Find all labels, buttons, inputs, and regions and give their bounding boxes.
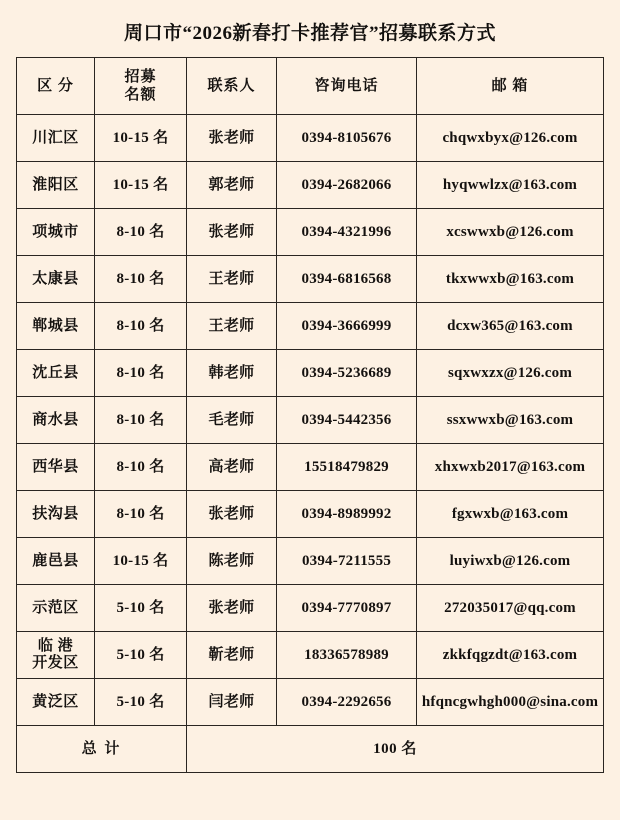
cell-contact: 王老师 bbox=[187, 303, 277, 350]
cell-contact: 毛老师 bbox=[187, 397, 277, 444]
cell-contact: 郭老师 bbox=[187, 162, 277, 209]
cell-contact: 高老师 bbox=[187, 444, 277, 491]
cell-quota: 5-10 名 bbox=[95, 585, 187, 632]
table-row bbox=[17, 444, 604, 491]
table-row bbox=[17, 115, 604, 162]
table-body bbox=[17, 115, 604, 726]
cell-email: xcswwxb@126.com bbox=[417, 209, 604, 256]
cell-contact: 王老师 bbox=[187, 256, 277, 303]
cell-contact: 陈老师 bbox=[187, 538, 277, 585]
column-header-quota-line1: 招募 bbox=[124, 69, 157, 85]
cell-email: dcxw365@163.com bbox=[417, 303, 604, 350]
column-header-contact: 联系人 bbox=[187, 58, 277, 115]
table-row bbox=[17, 632, 604, 679]
cell-email: tkxwwxb@163.com bbox=[417, 256, 604, 303]
table-row bbox=[17, 256, 604, 303]
cell-phone: 15518479829 bbox=[277, 444, 417, 491]
cell-district: 太康县 bbox=[17, 256, 95, 303]
cell-email: luyiwxb@126.com bbox=[417, 538, 604, 585]
cell-email: xhxwxb2017@163.com bbox=[417, 444, 604, 491]
column-header-email: 邮 箱 bbox=[417, 58, 604, 115]
recruitment-contact-table bbox=[16, 57, 604, 773]
cell-quota: 8-10 名 bbox=[95, 209, 187, 256]
table-row bbox=[17, 303, 604, 350]
cell-contact: 闫老师 bbox=[187, 679, 277, 726]
cell-contact: 张老师 bbox=[187, 115, 277, 162]
cell-contact: 韩老师 bbox=[187, 350, 277, 397]
table-footer bbox=[17, 726, 604, 773]
cell-district: 鹿邑县 bbox=[17, 538, 95, 585]
cell-email: sqxwxzx@126.com bbox=[417, 350, 604, 397]
page-title: 周口市“2026新春打卡推荐官”招募联系方式 bbox=[123, 23, 496, 44]
column-header-quota-line2: 名额 bbox=[124, 87, 157, 103]
table-header bbox=[17, 58, 604, 115]
cell-email: ssxwwxb@163.com bbox=[417, 397, 604, 444]
cell-email: hyqwwlzx@163.com bbox=[417, 162, 604, 209]
cell-contact: 张老师 bbox=[187, 209, 277, 256]
cell-quota: 8-10 名 bbox=[95, 303, 187, 350]
table-row bbox=[17, 538, 604, 585]
table-header-row bbox=[17, 58, 604, 115]
cell-email: zkkfqgzdt@163.com bbox=[417, 632, 604, 679]
cell-district: 扶沟县 bbox=[17, 491, 95, 538]
total-value: 100 名 bbox=[187, 726, 604, 773]
table-row bbox=[17, 585, 604, 632]
cell-quota: 10-15 名 bbox=[95, 115, 187, 162]
cell-district: 川汇区 bbox=[17, 115, 95, 162]
cell-quota: 10-15 名 bbox=[95, 162, 187, 209]
table-row bbox=[17, 397, 604, 444]
table-row bbox=[17, 209, 604, 256]
cell-email: 272035017@qq.com bbox=[417, 585, 604, 632]
cell-email: hfqncgwhgh000@sina.com bbox=[417, 679, 604, 726]
cell-quota: 8-10 名 bbox=[95, 350, 187, 397]
cell-district: 项城市 bbox=[17, 209, 95, 256]
cell-district-line1: 临 港 bbox=[37, 637, 74, 654]
column-header-district: 区 分 bbox=[17, 58, 95, 115]
cell-quota: 8-10 名 bbox=[95, 397, 187, 444]
table-row bbox=[17, 491, 604, 538]
table-row bbox=[17, 679, 604, 726]
column-header-phone: 咨询电话 bbox=[277, 58, 417, 115]
cell-quota: 8-10 名 bbox=[95, 491, 187, 538]
cell-district: 商水县 bbox=[17, 397, 95, 444]
cell-phone: 0394-3666999 bbox=[277, 303, 417, 350]
cell-district-line2: 开发区 bbox=[32, 655, 79, 671]
cell-phone: 0394-8105676 bbox=[277, 115, 417, 162]
cell-phone: 0394-5236689 bbox=[277, 350, 417, 397]
cell-quota: 5-10 名 bbox=[95, 632, 187, 679]
cell-district: 黄泛区 bbox=[17, 679, 95, 726]
cell-quota: 10-15 名 bbox=[95, 538, 187, 585]
cell-contact: 靳老师 bbox=[187, 632, 277, 679]
cell-phone: 0394-6816568 bbox=[277, 256, 417, 303]
cell-phone: 0394-2682066 bbox=[277, 162, 417, 209]
total-label: 总 计 bbox=[17, 726, 187, 773]
cell-phone: 18336578989 bbox=[277, 632, 417, 679]
column-header-quota bbox=[95, 58, 187, 115]
cell-contact: 张老师 bbox=[187, 491, 277, 538]
cell-contact: 张老师 bbox=[187, 585, 277, 632]
cell-phone: 0394-5442356 bbox=[277, 397, 417, 444]
cell-district: 郸城县 bbox=[17, 303, 95, 350]
cell-email: fgxwxb@163.com bbox=[417, 491, 604, 538]
cell-quota: 8-10 名 bbox=[95, 444, 187, 491]
cell-district: 沈丘县 bbox=[17, 350, 95, 397]
cell-email: chqwxbyx@126.com bbox=[417, 115, 604, 162]
cell-phone: 0394-2292656 bbox=[277, 679, 417, 726]
cell-phone: 0394-7770897 bbox=[277, 585, 417, 632]
cell-district: 淮阳区 bbox=[17, 162, 95, 209]
table-row bbox=[17, 162, 604, 209]
cell-quota: 8-10 名 bbox=[95, 256, 187, 303]
cell-phone: 0394-4321996 bbox=[277, 209, 417, 256]
cell-district: 示范区 bbox=[17, 585, 95, 632]
cell-phone: 0394-8989992 bbox=[277, 491, 417, 538]
cell-phone: 0394-7211555 bbox=[277, 538, 417, 585]
table-total-row bbox=[17, 726, 604, 773]
cell-district: 西华县 bbox=[17, 444, 95, 491]
cell-district bbox=[17, 632, 95, 679]
table-row bbox=[17, 350, 604, 397]
cell-quota: 5-10 名 bbox=[95, 679, 187, 726]
